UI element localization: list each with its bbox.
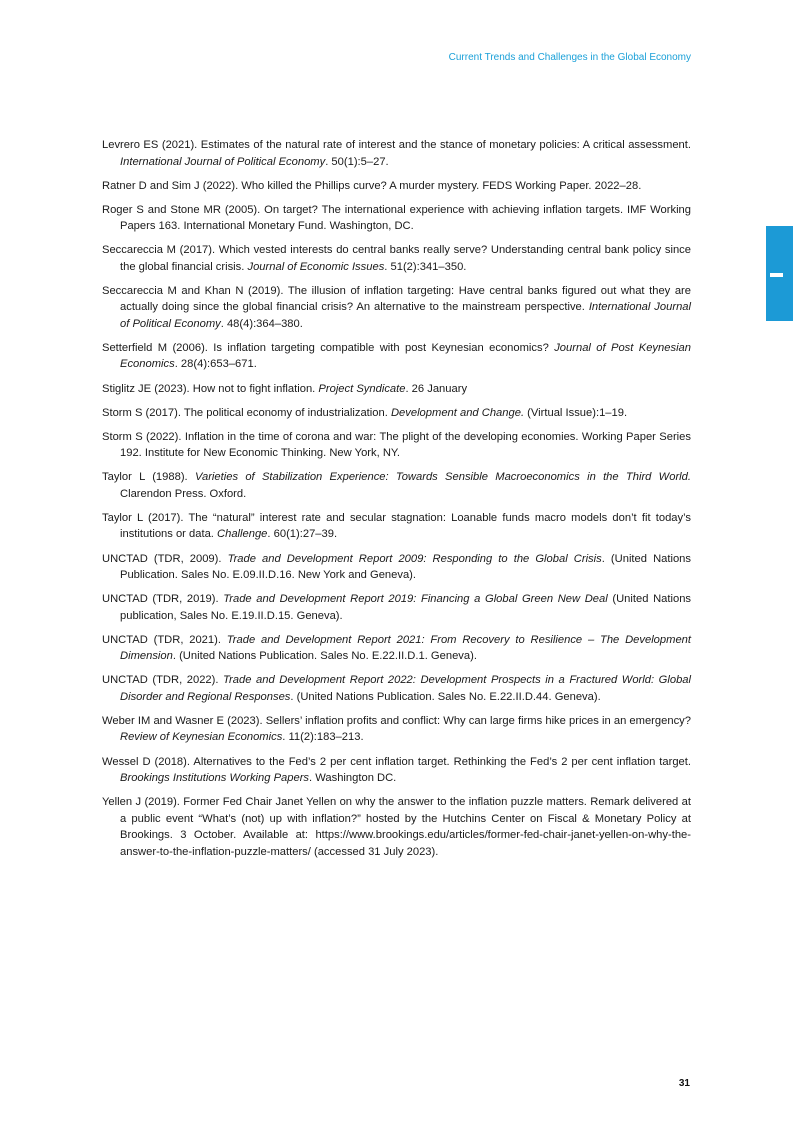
reference-item (102, 405, 691, 422)
reference-text: UNCTAD (TDR, 2022). (102, 674, 224, 687)
reference-text: Levrero ES (2021). Estimates of the natural rate of interest and the stance of monetary policies: A critical assessment. (102, 139, 691, 151)
reference-text: Seccareccia M (2017). Which vested interests do central banks really serve? Understanding central bank policy since the global financial crisis. (102, 244, 691, 273)
reference-details: . 51(2):341–350. (384, 260, 467, 273)
reference-source-title: Trade and Development Report 2022: Development Prospects in a Fractured World: Global Disorder and Regional Responses (120, 674, 691, 703)
reference-details: (Virtual Issue):1–19. (524, 406, 628, 419)
reference-text: Setterfield M (2006). Is inflation targeting compatible with post Keynesian economics? (102, 341, 555, 354)
reference-source-title: Trade and Development Report 2019: Financing a Global Green New Deal (223, 593, 608, 606)
reference-text: Roger S and Stone MR (2005). On target? The international experience with achieving inflation targets. IMF Working Papers 163. International Monetary Fund. Washington, DC. (102, 203, 691, 233)
reference-text: Weber IM and Wasner E (2023). Sellers’ inflation profits and conflict: Why can large firms hike prices in an emergency? (102, 714, 691, 727)
reference-source-title: Challenge (217, 528, 268, 541)
reference-details: . 26 January (405, 382, 468, 395)
reference-item (102, 551, 691, 584)
reference-text: Seccareccia M and Khan N (2019). The illusion of inflation targeting: Have central banks figured out what they are actually doing since the global financial crisis? An alternative to the mainstream perspective. (102, 284, 691, 314)
reference-item (102, 429, 691, 462)
reference-item (102, 381, 691, 398)
reference-text: UNCTAD (TDR, 2021). (102, 633, 227, 646)
reference-item (102, 340, 691, 373)
reference-item (102, 794, 691, 860)
reference-source-title: International Journal of Political Economy (120, 155, 326, 168)
reference-text: Taylor L (2017). The “natural” interest rate and secular stagnation: Loanable funds macro models don’t fit today’s institutions or data. (102, 511, 691, 541)
reference-item (102, 713, 691, 746)
reference-item (102, 754, 691, 787)
reference-text: UNCTAD (TDR, 2009). (102, 552, 228, 565)
section-side-tab (766, 226, 793, 321)
reference-details: . Washington DC. (309, 772, 397, 784)
reference-details: . 11(2):183–213. (282, 731, 364, 744)
reference-item (102, 672, 691, 705)
reference-source-title: Review of Keynesian Economics (120, 731, 283, 744)
reference-item (102, 137, 691, 170)
reference-source-title: Journal of Economic Issues (247, 260, 385, 273)
reference-item (102, 591, 691, 624)
reference-source-title: Journal of Post Keynesian Economics (120, 341, 691, 371)
reference-text: Stiglitz JE (2023). How not to fight inflation. (102, 382, 319, 395)
reference-item (102, 283, 691, 333)
side-tab-mark (770, 273, 783, 277)
reference-source-title: Trade and Development Report 2021: From Recovery to Resilience – The Development Dimension (120, 633, 691, 663)
reference-details: . 28(4):653–671. (174, 358, 257, 371)
reference-source-title: Brookings Institutions Working Papers (120, 772, 310, 784)
reference-source-title: Development and Change. (390, 406, 525, 419)
reference-details: (United Nations publication, Sales No. E.19.II.D.15. Geneva). (120, 593, 692, 622)
reference-text: Storm S (2017). The political economy of industrialization. (102, 406, 391, 419)
reference-list (102, 137, 691, 868)
reference-source-title: International Journal of Political Economy (120, 301, 691, 330)
reference-source-title: Trade and Development Report 2009: Responding to the Global Crisis (227, 552, 602, 565)
reference-text: Taylor L (1988). (102, 471, 195, 484)
page-number: 31 (678, 1078, 690, 1089)
reference-text: Ratner D and Sim J (2022). Who killed the Phillips curve? A murder mystery. FEDS Working Paper. 2022–28. (102, 179, 642, 192)
reference-details: . (United Nations Publication. Sales No. E.22.II.D.1. Geneva). (172, 650, 477, 663)
reference-text: Wessel D (2018). Alternatives to the Fed’s 2 per cent inflation target. Rethinking the Fed’s 2 per cent inflation target. (102, 755, 691, 768)
reference-source-title: Varieties of Stabilization Experience: Towards Sensible Macroeconomics in the Third World. (194, 471, 691, 484)
reference-details: . 48(4):364–380. (220, 317, 303, 330)
reference-text: UNCTAD (TDR, 2019). (102, 593, 224, 606)
reference-item (102, 178, 691, 195)
reference-details: Clarendon Press. Oxford. (120, 487, 247, 500)
running-header-title: Current Trends and Challenges in the Global Economy (448, 52, 691, 63)
reference-item (102, 510, 691, 543)
reference-text: Yellen J (2019). Former Fed Chair Janet Yellen on why the answer to the inflation puzzle matters. Remark delivered at a public event “What’s (not) up with inflation?” hosted by the Hutchins Center on Fiscal & Monetary Policy at Brookings. 3 October. Available at: https://www.brookings.edu/articles/former-fed-chair-janet-yellen-on-why-the-answer-to-the-inflation-puzzle-matters/ (accessed 31 July 2023). (102, 796, 691, 858)
reference-details: . 50(1):5–27. (325, 155, 389, 168)
reference-details: . 60(1):27–39. (267, 528, 338, 541)
reference-item (102, 242, 691, 275)
reference-item (102, 469, 691, 502)
reference-details: . (United Nations Publication. Sales No. E.22.II.D.44. Geneva). (290, 690, 601, 703)
reference-source-title: Project Syndicate (318, 382, 406, 395)
reference-item (102, 202, 691, 235)
reference-text: Storm S (2022). Inflation in the time of corona and war: The plight of the developing economies. Working Paper Series 192. Institute for New Economic Thinking. New York, NY. (102, 430, 691, 460)
reference-details: . (United Nations Publication. Sales No. E.09.II.D.16. New York and Geneva). (120, 552, 691, 582)
reference-item (102, 632, 691, 665)
